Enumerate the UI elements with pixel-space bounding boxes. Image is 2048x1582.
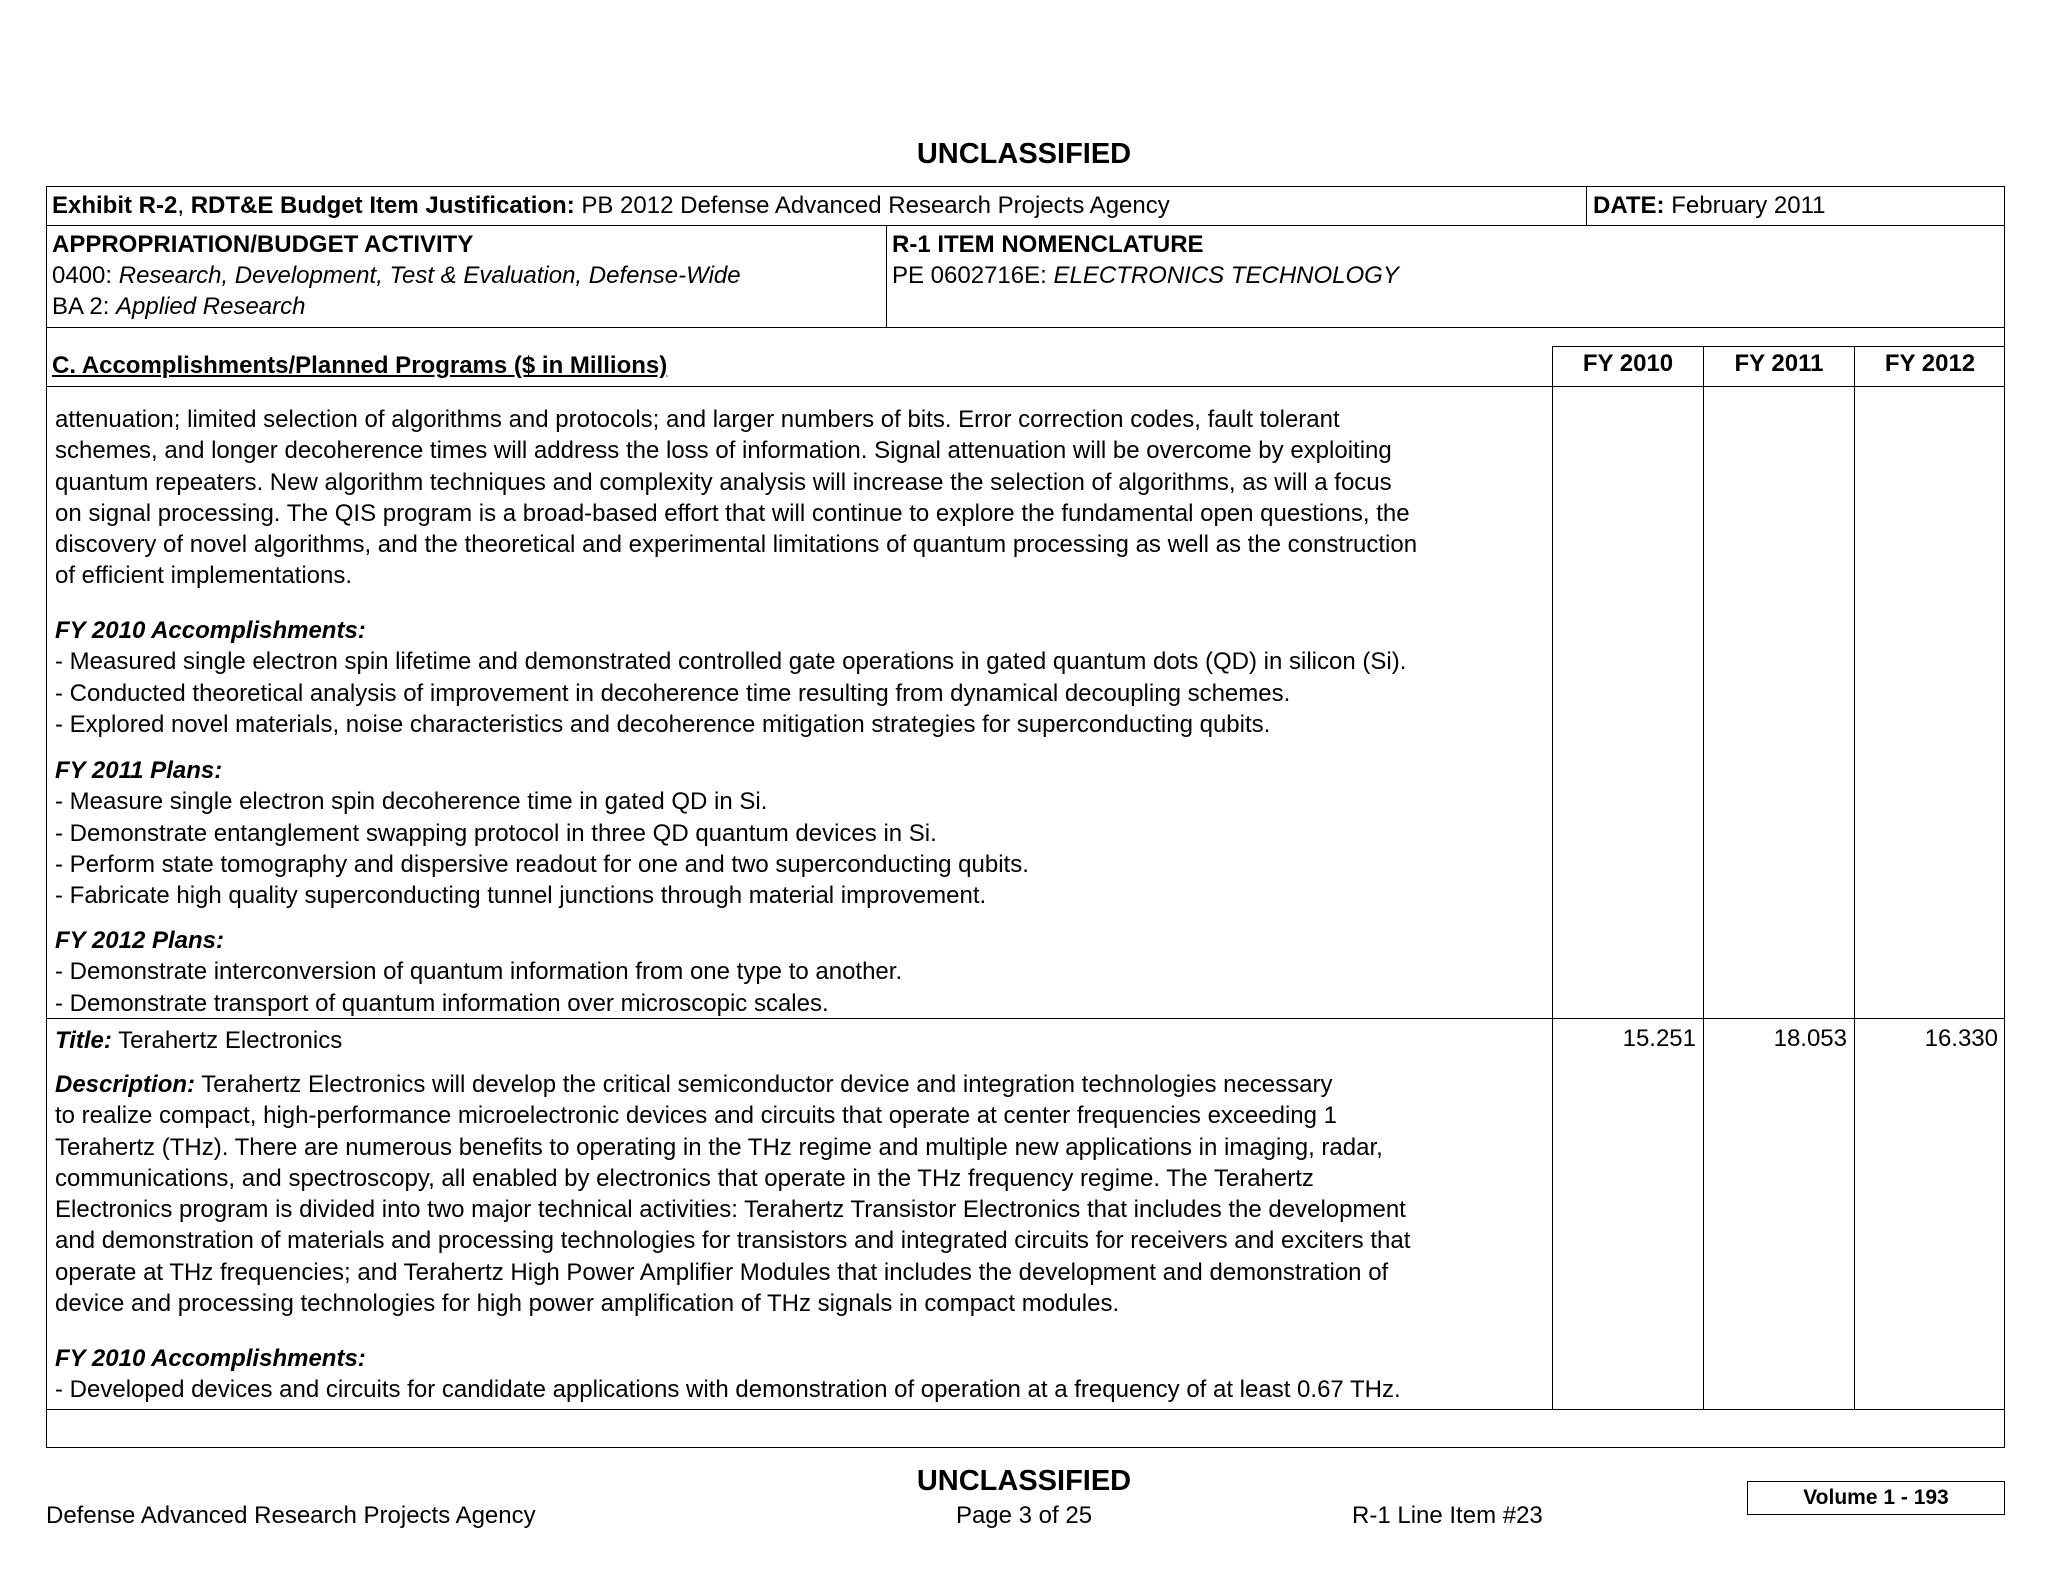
fy2010-heading: FY 2010 Accomplishments: bbox=[55, 1345, 366, 1372]
program-description bbox=[55, 1069, 1410, 1319]
fy2012-value: 16.330 bbox=[1924, 1025, 1998, 1052]
text-line: schemes, and longer decoherence times will address the loss of information. Signal attenuation will be overcome by exploiting bbox=[55, 437, 1392, 465]
text-line: to realize compact, high-performance microelectronic devices and circuits that operate at center frequencies exceeding 1 bbox=[55, 1102, 1337, 1130]
rule bbox=[1854, 346, 1855, 1409]
text-line: quantum repeaters. New algorithm techniques and complexity analysis will increase the selection of algorithms, as will a focus bbox=[55, 468, 1392, 496]
rule bbox=[1703, 346, 1704, 1409]
program-title: Title: Terahertz Electronics bbox=[55, 1027, 343, 1054]
rule bbox=[46, 1409, 2005, 1410]
footer-page: Page 3 of 25 bbox=[955, 1502, 1093, 1529]
list-item: - Demonstrate interconversion of quantum information from one type to another. bbox=[55, 958, 903, 986]
text-line: communications, and spectroscopy, all enabled by electronics that operate in the THz frequency regime. The Terahertz bbox=[55, 1164, 1314, 1192]
list-item: - Conducted theoretical analysis of improvement in decoherence time resulting from dynamical decoupling schemes. bbox=[55, 679, 1291, 707]
text-line: operate at THz frequencies; and Terahertz High Power Amplifier Modules that includes the development and demonstration of bbox=[55, 1258, 1389, 1286]
list-item: - Measured single electron spin lifetime and demonstrated controlled gate operations in gated quantum dots (QD) in silicon (Si). bbox=[55, 648, 1407, 676]
rule bbox=[1552, 346, 2005, 347]
qis-paragraph bbox=[55, 404, 1417, 592]
fy2011-value: 18.053 bbox=[1773, 1025, 1847, 1052]
text-line: discovery of novel algorithms, and the theoretical and experimental limitations of quantum processing as well as the construction bbox=[55, 531, 1418, 559]
appropriation-line-2: BA 2: Applied Research bbox=[52, 293, 306, 320]
rule bbox=[46, 386, 2005, 387]
volume-box: Volume 1 - 193 bbox=[1747, 1481, 2005, 1515]
qis-fy2012 bbox=[55, 925, 902, 1019]
classification-bottom: UNCLASSIFIED bbox=[916, 1465, 1132, 1497]
rule bbox=[886, 225, 887, 327]
list-item: - Developed devices and circuits for candidate applications with demonstration of operation at a frequency of at least 0.67 THz. bbox=[55, 1376, 1401, 1404]
section-title: C. Accomplishments/Planned Programs ($ in Millions) bbox=[52, 352, 668, 379]
fy-header: FY 2011 bbox=[1734, 350, 1824, 377]
text-line: and demonstration of materials and processing technologies for transistors and integrated circuits for receivers and exciters that bbox=[55, 1227, 1411, 1255]
exhibit-title: Exhibit R-2, RDT&E Budget Item Justification: PB 2012 Defense Advanced Research Projects Agency bbox=[52, 192, 1170, 219]
r1-pe: PE 0602716E: ELECTRONICS TECHNOLOGY bbox=[892, 262, 1399, 289]
list-item: - Perform state tomography and dispersive readout for one and two superconducting qubits. bbox=[55, 850, 1029, 878]
fy-header: FY 2010 bbox=[1582, 350, 1674, 377]
text-line: attenuation; limited selection of algorithms and protocols; and larger numbers of bits. Error correction codes, fault tolerant bbox=[55, 406, 1340, 433]
fy2010-heading: FY 2010 Accomplishments: bbox=[55, 617, 366, 644]
text-line: Electronics program is divided into two major technical activities: Terahertz Transistor Electronics that includes the development bbox=[55, 1196, 1406, 1224]
thz-fy2010 bbox=[55, 1343, 1401, 1406]
date-field: DATE: February 2011 bbox=[1593, 192, 1826, 219]
list-item: - Explored novel materials, noise characteristics and decoherence mitigation strategies for superconducting qubits. bbox=[55, 710, 1271, 738]
list-item: - Fabricate high quality superconducting tunnel junctions through material improvement. bbox=[55, 882, 987, 910]
classification-top: UNCLASSIFIED bbox=[916, 138, 1132, 170]
appropriation-line-1: 0400: Research, Development, Test & Evaluation, Defense-Wide bbox=[52, 262, 741, 289]
rule bbox=[1586, 186, 1587, 225]
footer-agency: Defense Advanced Research Projects Agency bbox=[46, 1502, 536, 1529]
fy2011-heading: FY 2011 Plans: bbox=[55, 757, 223, 784]
list-item: - Measure single electron spin decoherence time in gated QD in Si. bbox=[55, 788, 768, 816]
text-line: Description: Terahertz Electronics will develop the critical semiconductor device and integration technologies necessary bbox=[55, 1071, 1333, 1098]
text-line: of efficient implementations. bbox=[55, 562, 353, 590]
list-item: - Demonstrate entanglement swapping protocol in three QD quantum devices in Si. bbox=[55, 819, 937, 847]
list-item: - Demonstrate transport of quantum information over microscopic scales. bbox=[55, 989, 829, 1017]
rule bbox=[1552, 346, 1553, 1409]
footer-line-item: R-1 Line Item #23 bbox=[1352, 1502, 1543, 1529]
rule bbox=[46, 225, 2005, 226]
qis-fy2011 bbox=[55, 755, 1029, 911]
fy2010-value: 15.251 bbox=[1622, 1025, 1696, 1052]
qis-fy2010 bbox=[55, 615, 1406, 740]
text-line: on signal processing. The QIS program is a broad-based effort that will continue to explore the fundamental open questions, the bbox=[55, 499, 1410, 527]
fy-header: FY 2012 bbox=[1884, 350, 1976, 377]
text-line: device and processing technologies for high power amplification of THz signals in compact modules. bbox=[55, 1290, 1120, 1318]
text-line: Terahertz (THz). There are numerous benefits to operating in the THz regime and multiple new applications in imaging, radar, bbox=[55, 1133, 1383, 1161]
rule bbox=[46, 327, 2005, 328]
fy2012-heading: FY 2012 Plans: bbox=[55, 927, 224, 954]
appropriation-label: APPROPRIATION/BUDGET ACTIVITY bbox=[52, 231, 474, 258]
r1-label: R-1 ITEM NOMENCLATURE bbox=[892, 231, 1204, 258]
